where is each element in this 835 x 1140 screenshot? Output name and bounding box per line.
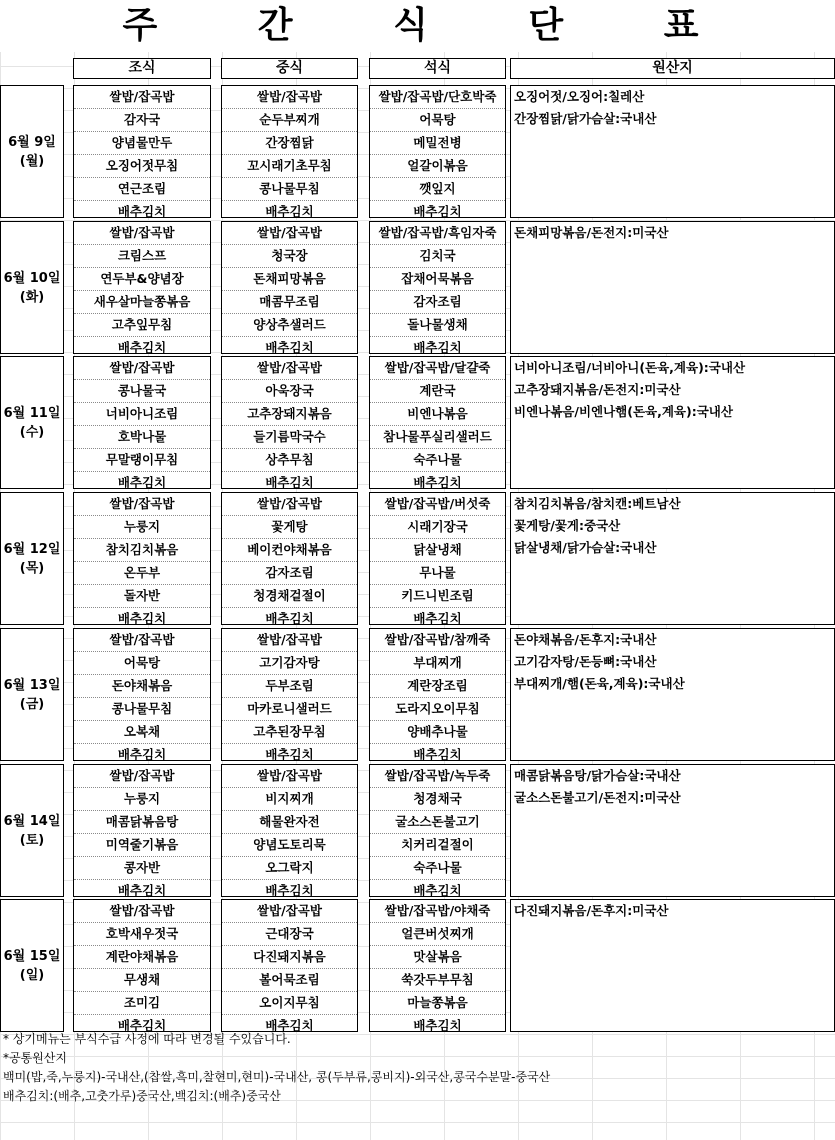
menu-item: 오이지무침 (222, 992, 357, 1015)
menu-item: 배추김치 (117, 611, 167, 626)
menu-item: 쌀밥/잡곡밥 (222, 900, 357, 923)
menu-item: 참나물푸실리샐러드 (370, 426, 505, 449)
day-label (0, 899, 64, 1032)
menu-item: 배추김치 (413, 611, 462, 626)
day-weekday: (토) (19, 832, 45, 848)
origin-column (510, 628, 835, 761)
note-line: * 상기메뉴는 부식수급 사정에 따라 변경될 수있습니다. (3, 1032, 291, 1046)
day-weekday: (화) (19, 289, 45, 305)
origin-column (510, 899, 835, 1032)
menu-item: 계란장조림 (370, 675, 505, 698)
menu-item: 들기름막국수 (222, 426, 357, 449)
menu-item: 고기감자탕 (222, 652, 357, 675)
breakfast-column (73, 628, 211, 761)
menu-item: 비엔나볶음 (370, 403, 505, 426)
origin-item: 고추장돼지볶음/돈전지:미국산 (514, 382, 681, 397)
menu-item: 쑥갓두부무침 (370, 969, 505, 992)
dinner-column (369, 764, 506, 897)
lunch-column (221, 85, 358, 218)
menu-item: 돌자반 (74, 585, 210, 608)
menu-item: 너비아니조림 (74, 403, 210, 426)
origin-column (510, 492, 835, 625)
origin-column (510, 356, 835, 489)
menu-item: 쌀밥/잡곡밥 (222, 629, 357, 652)
menu-item: 비지찌개 (222, 788, 357, 811)
menu-item: 쌀밥/잡곡밥/달걀죽 (370, 357, 505, 380)
menu-item: 다진돼지볶음 (222, 946, 357, 969)
origin-item: 비엔나볶음/비엔나햄(돈육,계육):국내산 (514, 404, 733, 419)
menu-item: 쌀밥/잡곡밥 (74, 765, 210, 788)
origin-item: 간장찜닭/닭가슴살:국내산 (514, 111, 657, 126)
menu-item: 상추무침 (222, 449, 357, 472)
menu-item: 돌나물생채 (370, 314, 505, 337)
menu-item: 쌀밥/잡곡밥 (222, 86, 357, 109)
menu-item: 배추김치 (265, 1018, 314, 1033)
menu-item: 쌀밥/잡곡밥/참깨죽 (370, 629, 505, 652)
menu-item: 감자국 (74, 109, 210, 132)
dinner-column (369, 899, 506, 1032)
origin-item: 부대찌개/햄(돈육,계육):국내산 (514, 676, 685, 691)
day-date: 6월 12일 (3, 541, 61, 557)
menu-item: 순두부찌개 (222, 109, 357, 132)
menu-item: 쌀밥/잡곡밥/단호박죽 (370, 86, 505, 109)
menu-item: 어묵탕 (370, 109, 505, 132)
menu-item: 콩나물무침 (74, 698, 210, 721)
menu-item: 얼큰버섯찌개 (370, 923, 505, 946)
menu-item: 무말랭이무침 (74, 449, 210, 472)
menu-item: 고추된장무침 (222, 721, 357, 744)
menu-item: 호박나물 (74, 426, 210, 449)
breakfast-column (73, 356, 211, 489)
day-date: 6월 10일 (3, 270, 61, 286)
menu-item: 배추김치 (117, 1018, 167, 1033)
menu-item: 배추김치 (413, 883, 462, 898)
menu-item: 누룽지 (74, 516, 210, 539)
menu-item: 쌀밥/잡곡밥 (222, 493, 357, 516)
menu-item: 양념도토리묵 (222, 834, 357, 857)
origin-column (510, 764, 835, 897)
menu-item: 오징어젓무침 (74, 155, 210, 178)
menu-item: 굴소스돈불고기 (370, 811, 505, 834)
menu-item: 치커리겉절이 (370, 834, 505, 857)
menu-item: 아욱장국 (222, 380, 357, 403)
menu-item: 쌀밥/잡곡밥/야채죽 (370, 900, 505, 923)
page-title: 주 간 식 단 표 (0, 0, 835, 52)
day-weekday: (일) (19, 967, 45, 983)
menu-item: 배추김치 (413, 1018, 462, 1033)
header-breakfast: 조식 (73, 58, 211, 79)
header-origin: 원산지 (510, 58, 835, 79)
origin-item: 고기감자탕/돈등뼈:국내산 (514, 654, 657, 669)
menu-item: 배추김치 (413, 747, 462, 762)
origin-column (510, 221, 835, 354)
breakfast-column (73, 764, 211, 897)
menu-item: 배추김치 (265, 611, 314, 626)
menu-item: 누룽지 (74, 788, 210, 811)
origin-item: 돈야채볶음/돈후지:국내산 (514, 632, 657, 647)
day-weekday: (금) (19, 696, 45, 712)
origin-item: 돈채피망볶음/돈전지:미국산 (514, 225, 669, 240)
menu-item: 배추김치 (265, 204, 314, 219)
menu-item: 쌀밥/잡곡밥 (74, 493, 210, 516)
menu-item: 미역줄기볶음 (74, 834, 210, 857)
menu-item: 쌀밥/잡곡밥 (74, 222, 210, 245)
menu-item: 배추김치 (265, 883, 314, 898)
menu-item: 쌀밥/잡곡밥 (222, 222, 357, 245)
menu-item: 깻잎지 (370, 178, 505, 201)
menu-item: 계란야채볶음 (74, 946, 210, 969)
dinner-column (369, 492, 506, 625)
menu-item: 크림스프 (74, 245, 210, 268)
day-weekday: (목) (19, 560, 45, 576)
breakfast-column (73, 899, 211, 1032)
menu-item: 근대장국 (222, 923, 357, 946)
menu-item: 배추김치 (413, 340, 462, 355)
lunch-column (221, 899, 358, 1032)
menu-item: 마늘쫑볶음 (370, 992, 505, 1015)
menu-item: 쌀밥/잡곡밥 (74, 900, 210, 923)
origin-item: 닭살냉채/닭가슴살:국내산 (514, 540, 657, 555)
menu-item: 숙주나물 (370, 857, 505, 880)
menu-item: 꼬시래기초무침 (222, 155, 357, 178)
menu-item: 얼갈이볶음 (370, 155, 505, 178)
menu-item: 닭살냉채 (370, 539, 505, 562)
menu-item: 배추김치 (265, 340, 314, 355)
day-label (0, 492, 64, 625)
origin-item: 굴소스돈불고기/돈전지:미국산 (514, 790, 681, 805)
menu-item: 배추김치 (117, 475, 167, 490)
menu-item: 배추김치 (117, 883, 167, 898)
day-label (0, 628, 64, 761)
menu-item: 콩나물무침 (222, 178, 357, 201)
origin-item: 참치김치볶음/참치캔:베트남산 (514, 496, 681, 511)
menu-item: 돈채피망볶음 (222, 268, 357, 291)
menu-item: 오그락지 (222, 857, 357, 880)
menu-item: 매콤닭볶음탕 (74, 811, 210, 834)
menu-item: 두부조림 (222, 675, 357, 698)
menu-item: 꽃게탕 (222, 516, 357, 539)
menu-item: 새우살마늘쫑볶음 (74, 291, 210, 314)
breakfast-column (73, 85, 211, 218)
menu-item: 온두부 (74, 562, 210, 585)
menu-item: 고추장돼지볶음 (222, 403, 357, 426)
menu-item: 호박새우젓국 (74, 923, 210, 946)
menu-item: 조미김 (74, 992, 210, 1015)
menu-item: 콩나물국 (74, 380, 210, 403)
origin-item: 다진돼지볶음/돈후지:미국산 (514, 903, 669, 918)
menu-item: 연근조림 (74, 178, 210, 201)
menu-item: 쌀밥/잡곡밥 (74, 629, 210, 652)
menu-item: 맛살볶음 (370, 946, 505, 969)
menu-item: 양념물만두 (74, 132, 210, 155)
day-date: 6월 14일 (3, 813, 61, 829)
menu-item: 감자조림 (222, 562, 357, 585)
notes (0, 1030, 835, 1106)
menu-item: 메밀전병 (370, 132, 505, 155)
menu-item: 해물완자전 (222, 811, 357, 834)
day-date: 6월 15일 (3, 948, 61, 964)
lunch-column (221, 356, 358, 489)
day-label (0, 764, 64, 897)
lunch-column (221, 764, 358, 897)
note-line: 백미(밥,죽,누룽지)-국내산,(찹쌀,흑미,찰현미,현미)-국내산, 콩(두부류,콩비지)-외국산,콩국수분말-중국산 (3, 1070, 551, 1084)
menu-item: 쌀밥/잡곡밥 (222, 765, 357, 788)
menu-item: 양배추나물 (370, 721, 505, 744)
breakfast-column (73, 492, 211, 625)
origin-item: 너비아니조림/너비아니(돈육,계육):국내산 (514, 360, 746, 375)
origin-column (510, 85, 835, 218)
menu-item: 키드니빈조림 (370, 585, 505, 608)
lunch-column (221, 492, 358, 625)
menu-item: 배추김치 (265, 475, 314, 490)
header-lunch: 중식 (221, 58, 358, 79)
lunch-column (221, 628, 358, 761)
menu-item: 마카로니샐러드 (222, 698, 357, 721)
menu-item: 청경채국 (370, 788, 505, 811)
note-line: 배추김치:(배추,고춧가루)중국산,백김치:(배추)중국산 (3, 1089, 281, 1103)
origin-item: 매콤닭볶음탕/닭가슴살:국내산 (514, 768, 681, 783)
menu-item: 양상추샐러드 (222, 314, 357, 337)
dinner-column (369, 628, 506, 761)
menu-item: 배추김치 (265, 747, 314, 762)
menu-item: 돈야채볶음 (74, 675, 210, 698)
menu-item: 부대찌개 (370, 652, 505, 675)
menu-item: 베이컨야채볶음 (222, 539, 357, 562)
note-line: *공통원산지 (3, 1051, 67, 1065)
menu-item: 청경채겉절이 (222, 585, 357, 608)
origin-item: 오징어젓/오징어:칠레산 (514, 89, 645, 104)
menu-item: 무생채 (74, 969, 210, 992)
dinner-column (369, 221, 506, 354)
menu-item: 김치국 (370, 245, 505, 268)
day-date: 6월 11일 (3, 405, 61, 421)
day-weekday: (수) (19, 424, 45, 440)
menu-item: 참치김치볶음 (74, 539, 210, 562)
menu-item: 쌀밥/잡곡밥 (74, 86, 210, 109)
menu-item: 쌀밥/잡곡밥/녹두죽 (370, 765, 505, 788)
menu-item: 고추잎무침 (74, 314, 210, 337)
menu-item: 배추김치 (117, 340, 167, 355)
menu-item: 쌀밥/잡곡밥/버섯죽 (370, 493, 505, 516)
menu-item: 잡채어묵볶음 (370, 268, 505, 291)
menu-item: 오복채 (74, 721, 210, 744)
day-date: 6월 13일 (3, 677, 61, 693)
menu-item: 어묵탕 (74, 652, 210, 675)
menu-item: 배추김치 (413, 204, 462, 219)
menu-item: 숙주나물 (370, 449, 505, 472)
header-dinner: 석식 (369, 58, 506, 79)
menu-item: 배추김치 (117, 747, 167, 762)
menu-item: 시래기장국 (370, 516, 505, 539)
lunch-column (221, 221, 358, 354)
day-weekday: (월) (19, 153, 45, 169)
menu-item: 연두부&양념장 (74, 268, 210, 291)
dinner-column (369, 356, 506, 489)
breakfast-column (73, 221, 211, 354)
menu-item: 쌀밥/잡곡밥 (222, 357, 357, 380)
menu-item: 매콤무조림 (222, 291, 357, 314)
menu-item: 도라지오이무침 (370, 698, 505, 721)
dinner-column (369, 85, 506, 218)
day-date: 6월 9일 (8, 134, 56, 150)
menu-item: 감자조림 (370, 291, 505, 314)
origin-item: 꽃게탕/꽃게:중국산 (514, 518, 621, 533)
menu-item: 계란국 (370, 380, 505, 403)
menu-item: 배추김치 (413, 475, 462, 490)
menu-item: 배추김치 (117, 204, 167, 219)
menu-item: 볼어묵조림 (222, 969, 357, 992)
menu-item: 청국장 (222, 245, 357, 268)
menu-item: 콩자반 (74, 857, 210, 880)
day-label (0, 221, 64, 354)
menu-item: 쌀밥/잡곡밥/흑임자죽 (370, 222, 505, 245)
day-label (0, 356, 64, 489)
day-label (0, 85, 64, 218)
menu-item: 무나물 (370, 562, 505, 585)
menu-item: 간장찜닭 (222, 132, 357, 155)
menu-item: 쌀밥/잡곡밥 (74, 357, 210, 380)
